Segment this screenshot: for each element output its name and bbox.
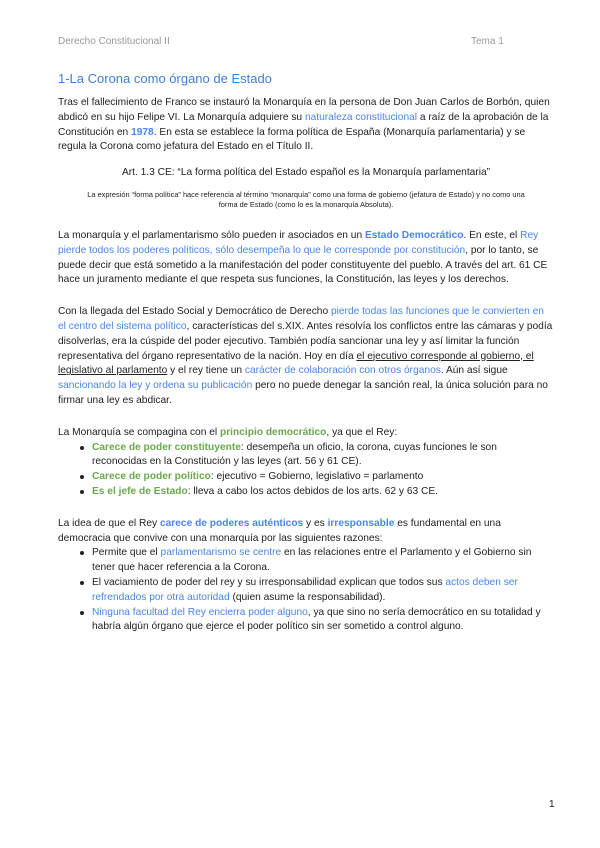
header-left: Derecho Constitucional II (58, 36, 170, 47)
paragraph-social-state: Con la llegada del Estado Social y Democrático de Derecho pierde todas las funciones que le convierten en el centro del sistema político, características del s.XIX. Antes resolvía los conflictos entre las cámaras y podía disolverlas, era la cúspide del poder ejecutivo. También podía sancionar una ley y así limitar la función representativa del órgano representativo de la nación. Hoy en día el ejecutivo corresponde al gobierno, el legislativo al parlamento y el rey tiene un carácter de colaboración con otros órganos. Aún así sigue sancionando la ley y ordena su publicación pero no puede denegar la sanción real, la única solución para no firmar una ley es abdicar. (58, 306, 553, 406)
document-body (58, 71, 554, 635)
footnote-note: La expresión “forma política” hace referencia al término “monarquía” como una forma de gobierno (jefatura de Estado) y no como una forma de Estado (como lo es la monarquía Absoluta). (87, 189, 525, 210)
list-reasons (58, 546, 554, 635)
list-item: Carece de poder político: ejecutivo = Gobierno, legislativo = parlamento (92, 470, 554, 485)
paragraph-democratic-principle: La Monarquía se compagina con el principio democrático, ya que el Rey: (58, 426, 398, 438)
paragraph-irresponsibility: La idea de que el Rey carece de poderes auténticos y es irresponsable es fundamental en una democracia que convive con una monarquía por las siguientes razones: (58, 517, 501, 544)
list-item: Es el jefe de Estado: lleva a cabo los actos debidos de los arts. 62 y 63 CE. (92, 485, 554, 500)
list-king-features (58, 441, 554, 500)
list-item: Ninguna facultad del Rey encierra poder alguno, ya que sino no sería democrático en su totalidad y habría algún órgano que ejerce el poder político sin ser sometido a control alguno. (92, 606, 554, 636)
list-item: El vaciamiento de poder del rey y su irresponsabilidad explican que todos sus actos deben ser refrendados por otra autoridad (quien asume la responsabilidad). (92, 576, 554, 606)
header-right: Tema 1 (471, 36, 504, 47)
paragraph-intro: Tras el fallecimiento de Franco se instauró la Monarquía en la persona de Don Juan Carlos de Borbón, quien abdicó en su hijo Felipe VI. La Monarquía adquiere su naturaleza constitucional a raíz de la aprobación de la Constitución en 1978. En esta se establece la forma política de España (Monarquía parlamentaria) y se regula la Corona como jefatura del Estado en el Título II. (58, 97, 550, 153)
article-quote: Art. 1.3 CE: “La forma política del Estado español es la Monarquía parlamentaria” (121, 167, 491, 179)
paragraph-democratic-state: La monarquía y el parlamentarismo sólo pueden ir asociados en un Estado Democrático. En este, el Rey pierde todos los poderes políticos, sólo desempeña lo que le corresponde por constitución, por lo tanto, se puede decir que está sometido a la manifestación del poder constituyente del pueblo. A través del art. 61 CE hace un juramento mediante el que respeta sus funciones, la Constitución, las leyes y los derechos. (58, 229, 548, 286)
list-item: Permite que el parlamentarismo se centre en las relaciones entre el Parlamento y el Gobierno sin tener que hacer referencia a la Corona. (92, 546, 554, 576)
page-number: 1 (549, 799, 555, 810)
list-item: Carece de poder constituyente: desempeña un oficio, la corona, cuyas funciones le son reconocidas en la Constitución y las leyes (art. 56 y 61 CE). (92, 441, 554, 471)
section-title: 1-La Corona como órgano de Estado (58, 71, 272, 86)
